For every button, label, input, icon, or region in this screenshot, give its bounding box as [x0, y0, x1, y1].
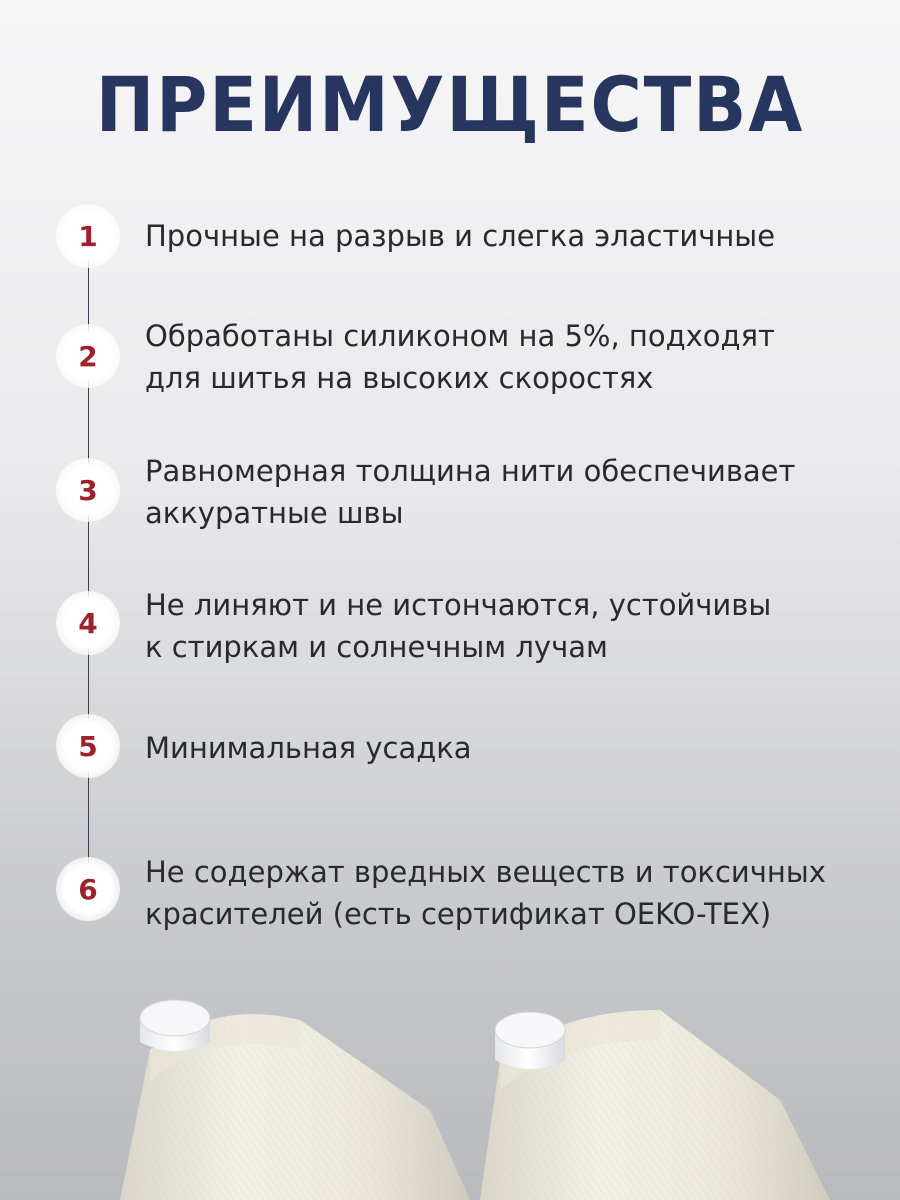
item-line: аккуратные швы [145, 496, 404, 530]
item-line: Равномерная толщина нити обеспечивает [145, 454, 796, 488]
item-line: Не линяют и не истончаются, устойчивы [145, 588, 772, 622]
badge-number: 1 [78, 219, 98, 253]
item-line: Обработаны силиконом на 5%, подходят [145, 319, 775, 353]
badge-number: 2 [78, 339, 98, 373]
badge-number: 4 [78, 606, 98, 640]
item-line: Прочные на разрыв и слегка эластичные [145, 219, 776, 253]
badge-2 [56, 324, 120, 388]
item-text-6 [145, 851, 865, 935]
badge-3 [56, 458, 120, 522]
thread-spools-image [0, 960, 900, 1200]
left-spool [120, 1000, 470, 1200]
badge-number: 5 [78, 729, 98, 763]
item-line: Минимальная усадка [145, 731, 472, 765]
badge-1 [56, 204, 120, 268]
item-text-5 [145, 727, 865, 769]
item-line: для шитья на высоких скоростях [145, 361, 654, 395]
badge-4 [56, 591, 120, 655]
badge-number: 3 [78, 473, 98, 507]
badge-6 [56, 857, 120, 921]
item-text-3 [145, 450, 865, 534]
item-text-2 [145, 315, 865, 399]
page-title: ПРЕИМУЩЕСТВА [95, 60, 805, 149]
item-text-1 [145, 215, 865, 257]
item-line: к стиркам и солнечным лучам [145, 630, 608, 664]
item-line: Не содержат вредных веществ и токсичных [145, 855, 826, 889]
item-text-4 [145, 584, 865, 668]
right-spool [480, 1010, 830, 1200]
item-line: красителей (есть сертификат OEKO-TEX) [145, 897, 772, 931]
badge-5 [56, 714, 120, 778]
badge-number: 6 [78, 872, 98, 906]
